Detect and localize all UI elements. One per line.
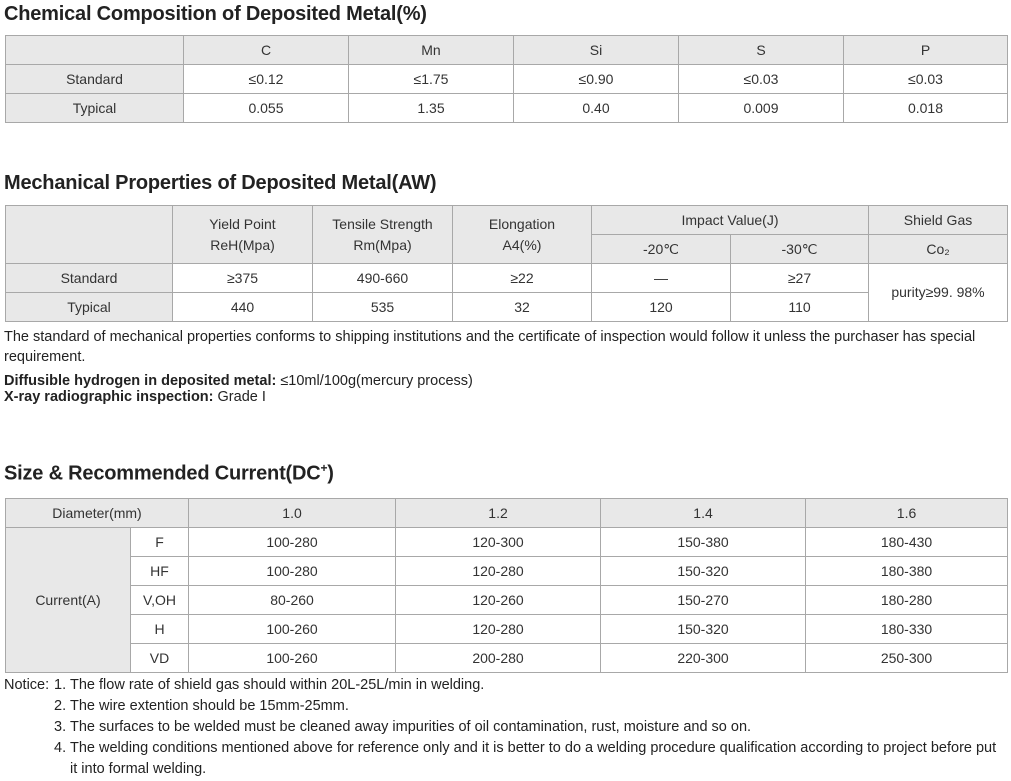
mech-row-typical — [6, 293, 1008, 322]
notice-list — [4, 675, 1004, 780]
chem-header-s: S — [679, 36, 844, 65]
notice-number: 1. — [54, 677, 67, 693]
size-cell: 100-260 — [189, 644, 396, 673]
mech-header-shield: Shield Gas — [869, 206, 1008, 235]
mech-header-tensile-line1: Tensile Strength — [332, 215, 433, 232]
mech-header-shield-gas: Co₂ — [869, 235, 1008, 264]
chem-cell: ≤0.90 — [514, 65, 679, 94]
chem-cell: 0.40 — [514, 94, 679, 123]
chem-row-label: Standard — [6, 65, 184, 94]
size-cell: 180-380 — [806, 557, 1008, 586]
notice-number: 3. — [54, 719, 67, 735]
notice-item — [4, 717, 1004, 738]
mech-corner-cell — [6, 206, 173, 264]
size-position: VD — [131, 644, 189, 673]
mech-title: Mechanical Properties of Deposited Metal(AW) — [4, 172, 437, 194]
mech-header-elong-line1: Elongation — [488, 215, 556, 232]
chem-header-c: C — [184, 36, 349, 65]
chem-cell: 0.055 — [184, 94, 349, 123]
size-cell: 100-260 — [189, 615, 396, 644]
size-cell: 180-330 — [806, 615, 1008, 644]
mech-cell: 120 — [592, 293, 731, 322]
chem-cell: ≤0.12 — [184, 65, 349, 94]
notice-item — [4, 675, 1004, 696]
size-table — [5, 498, 1008, 673]
mech-header-tensile — [313, 206, 453, 264]
size-position: V,OH — [131, 586, 189, 615]
notice-text: The wire extention should be 15mm-25mm. — [70, 698, 349, 714]
size-header-row — [6, 499, 1008, 528]
size-row — [6, 615, 1008, 644]
size-cell: 150-380 — [601, 528, 806, 557]
size-cell: 180-280 — [806, 586, 1008, 615]
chem-table — [5, 35, 1008, 123]
notice-item — [4, 696, 1004, 717]
size-cell: 250-300 — [806, 644, 1008, 673]
xray-value: Grade I — [213, 389, 266, 405]
mech-header-impact-30: -30℃ — [731, 235, 869, 264]
size-cell: 100-280 — [189, 528, 396, 557]
mech-cell: 110 — [731, 293, 869, 322]
xray-line — [4, 389, 266, 405]
chem-row-typical — [6, 94, 1008, 123]
hydrogen-line — [4, 373, 473, 389]
size-header-d3: 1.4 — [601, 499, 806, 528]
mech-cell: ≥27 — [731, 264, 869, 293]
notice-number: 2. — [54, 698, 67, 714]
chem-cell: 1.35 — [349, 94, 514, 123]
size-position: F — [131, 528, 189, 557]
size-cell: 180-430 — [806, 528, 1008, 557]
size-cell: 120-280 — [396, 557, 601, 586]
chem-cell: ≤0.03 — [844, 65, 1008, 94]
mech-row-standard — [6, 264, 1008, 293]
chem-title: Chemical Composition of Deposited Metal(%) — [4, 3, 427, 25]
chem-header-mn: Mn — [349, 36, 514, 65]
mech-cell: — — [592, 264, 731, 293]
chem-cell: 0.009 — [679, 94, 844, 123]
mech-cell: 32 — [453, 293, 592, 322]
chem-cell: ≤0.03 — [679, 65, 844, 94]
chem-corner-cell — [6, 36, 184, 65]
hydrogen-label: Diffusible hydrogen in deposited metal: — [4, 373, 277, 389]
size-row — [6, 586, 1008, 615]
size-cell: 120-260 — [396, 586, 601, 615]
size-title-text: Size & Recommended Current(DC — [4, 462, 321, 485]
size-header-d4: 1.6 — [806, 499, 1008, 528]
mech-header-yield-line2: ReH(Mpa) — [210, 236, 275, 253]
chem-row-standard — [6, 65, 1008, 94]
mech-header-impact-20: -20℃ — [592, 235, 731, 264]
size-row — [6, 644, 1008, 673]
size-row — [6, 557, 1008, 586]
mech-header-elongation — [453, 206, 592, 264]
mech-cell: ≥375 — [173, 264, 313, 293]
notice-text: The surfaces to be welded must be cleaned away impurities of oil contamination, rust, moisture and so on. — [70, 719, 752, 735]
mech-row-label: Typical — [6, 293, 173, 322]
hydrogen-value: ≤10ml/100g(mercury process) — [276, 373, 473, 389]
size-position: H — [131, 615, 189, 644]
notice-prefix: Notice: — [4, 677, 50, 693]
mech-header-tensile-line2: Rm(Mpa) — [353, 236, 412, 253]
mech-paragraph: The standard of mechanical properties conforms to shipping institutions and the certificate of inspection would follow it unless the purchaser has special requirement. — [4, 329, 976, 365]
size-cell: 80-260 — [189, 586, 396, 615]
chem-header-si: Si — [514, 36, 679, 65]
mech-cell: ≥22 — [453, 264, 592, 293]
mech-header-elong-line2: A4(%) — [502, 236, 542, 253]
size-row — [6, 528, 1008, 557]
size-header-diameter: Diameter(mm) — [6, 499, 189, 528]
size-current-label: Current(A) — [6, 528, 131, 673]
mech-header-yield-line1: Yield Point — [209, 215, 276, 232]
notice-item — [4, 738, 1004, 780]
mech-header-yield — [173, 206, 313, 264]
size-cell: 150-270 — [601, 586, 806, 615]
size-title — [4, 461, 334, 486]
size-title-sup: + — [320, 461, 328, 475]
chem-row-label: Typical — [6, 94, 184, 123]
size-header-d2: 1.2 — [396, 499, 601, 528]
mech-header-impact: Impact Value(J) — [592, 206, 869, 235]
mech-cell: 535 — [313, 293, 453, 322]
size-cell: 220-300 — [601, 644, 806, 673]
size-cell: 150-320 — [601, 615, 806, 644]
notice-number: 4. — [54, 740, 67, 756]
chem-cell: 0.018 — [844, 94, 1008, 123]
chem-header-row — [6, 36, 1008, 65]
mech-cell: 490-660 — [313, 264, 453, 293]
mech-cell: 440 — [173, 293, 313, 322]
size-title-end: ) — [327, 462, 334, 485]
size-position: HF — [131, 557, 189, 586]
notice-text: The flow rate of shield gas should within 20L-25L/min in welding. — [70, 677, 485, 693]
xray-label: X-ray radiographic inspection: — [4, 389, 214, 405]
size-cell: 100-280 — [189, 557, 396, 586]
size-cell: 120-300 — [396, 528, 601, 557]
size-cell: 120-280 — [396, 615, 601, 644]
size-header-d1: 1.0 — [189, 499, 396, 528]
size-cell: 150-320 — [601, 557, 806, 586]
mech-row-label: Standard — [6, 264, 173, 293]
size-cell: 200-280 — [396, 644, 601, 673]
mech-shield-value: purity≥99. 98% — [869, 264, 1008, 322]
mech-header-row-1 — [6, 206, 1008, 235]
mech-table — [5, 205, 1008, 322]
chem-cell: ≤1.75 — [349, 65, 514, 94]
notice-text: The welding conditions mentioned above for reference only and it is better to do a welding procedure qualification according to project before put it into formal welding. — [70, 740, 997, 777]
chem-header-p: P — [844, 36, 1008, 65]
